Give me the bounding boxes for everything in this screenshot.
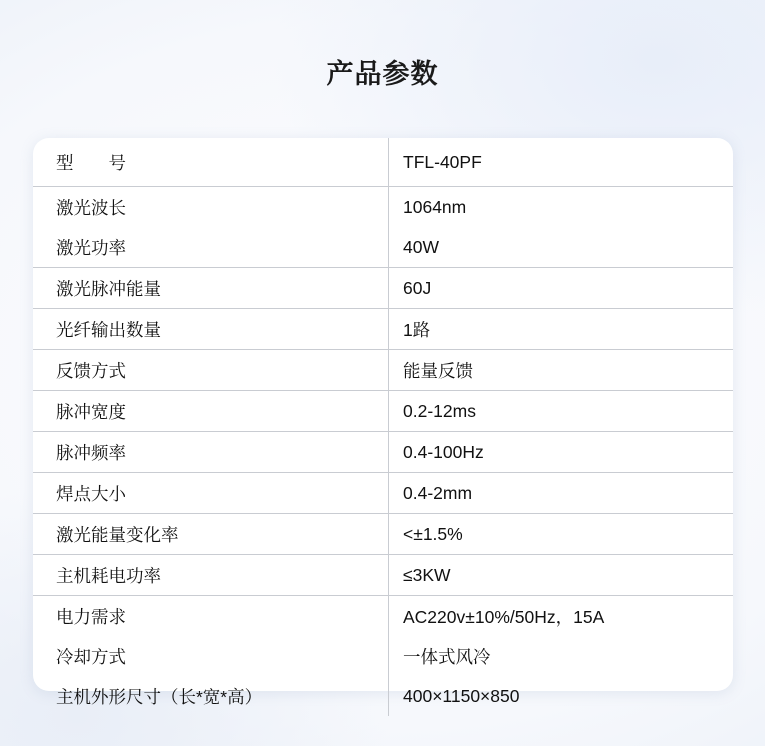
table-row	[33, 596, 733, 637]
table-row	[33, 350, 733, 391]
spec-label: 激光波长	[33, 187, 389, 228]
spec-label: 电力需求	[33, 596, 389, 637]
spec-value: 一体式风冷	[403, 646, 491, 667]
table-row	[33, 391, 733, 432]
spec-label: 激光功率	[33, 227, 389, 268]
page-title: 产品参数	[326, 59, 439, 89]
spec-value: TFL-40PF	[389, 138, 734, 187]
spec-label: 脉冲频率	[33, 432, 389, 473]
spec-value: 1路	[389, 309, 734, 350]
table-row	[33, 138, 733, 187]
table-row	[33, 555, 733, 596]
table-row	[33, 268, 733, 309]
spec-label: 型 号	[33, 138, 389, 187]
spec-value: ≤3KW	[389, 555, 734, 596]
table-row	[33, 636, 733, 676]
spec-label: 主机外形尺寸（长*宽*高）	[33, 676, 389, 716]
table-row	[33, 676, 733, 716]
spec-value: <±1.5%	[389, 514, 734, 555]
spec-label: 激光脉冲能量	[33, 268, 389, 309]
spec-value: AC220v±10%/50Hz，15A	[403, 606, 605, 627]
spec-label: 激光能量变化率	[33, 514, 389, 555]
spec-label: 脉冲宽度	[33, 391, 389, 432]
spec-value: 400×1150×850	[403, 685, 520, 706]
spec-label: 光纤输出数量	[33, 309, 389, 350]
spec-value: 60J	[389, 268, 734, 309]
spec-value: 能量反馈	[389, 350, 734, 391]
table-row	[33, 514, 733, 555]
spec-table-body	[33, 138, 733, 716]
table-row	[33, 309, 733, 350]
spec-card	[33, 138, 733, 707]
spec-label: 冷却方式	[33, 636, 389, 676]
table-row	[33, 432, 733, 473]
spec-value: 1064nm	[403, 196, 467, 217]
table-row	[33, 227, 733, 268]
spec-value: 40W	[389, 227, 734, 268]
spec-label: 主机耗电功率	[33, 555, 389, 596]
spec-table	[33, 138, 733, 716]
table-row	[33, 473, 733, 514]
spec-label: 焊点大小	[33, 473, 389, 514]
spec-label: 反馈方式	[33, 350, 389, 391]
spec-value: 0.4-2mm	[389, 473, 734, 514]
spec-value: 0.2-12ms	[389, 391, 734, 432]
table-row	[33, 187, 733, 228]
spec-value: 0.4-100Hz	[389, 432, 734, 473]
